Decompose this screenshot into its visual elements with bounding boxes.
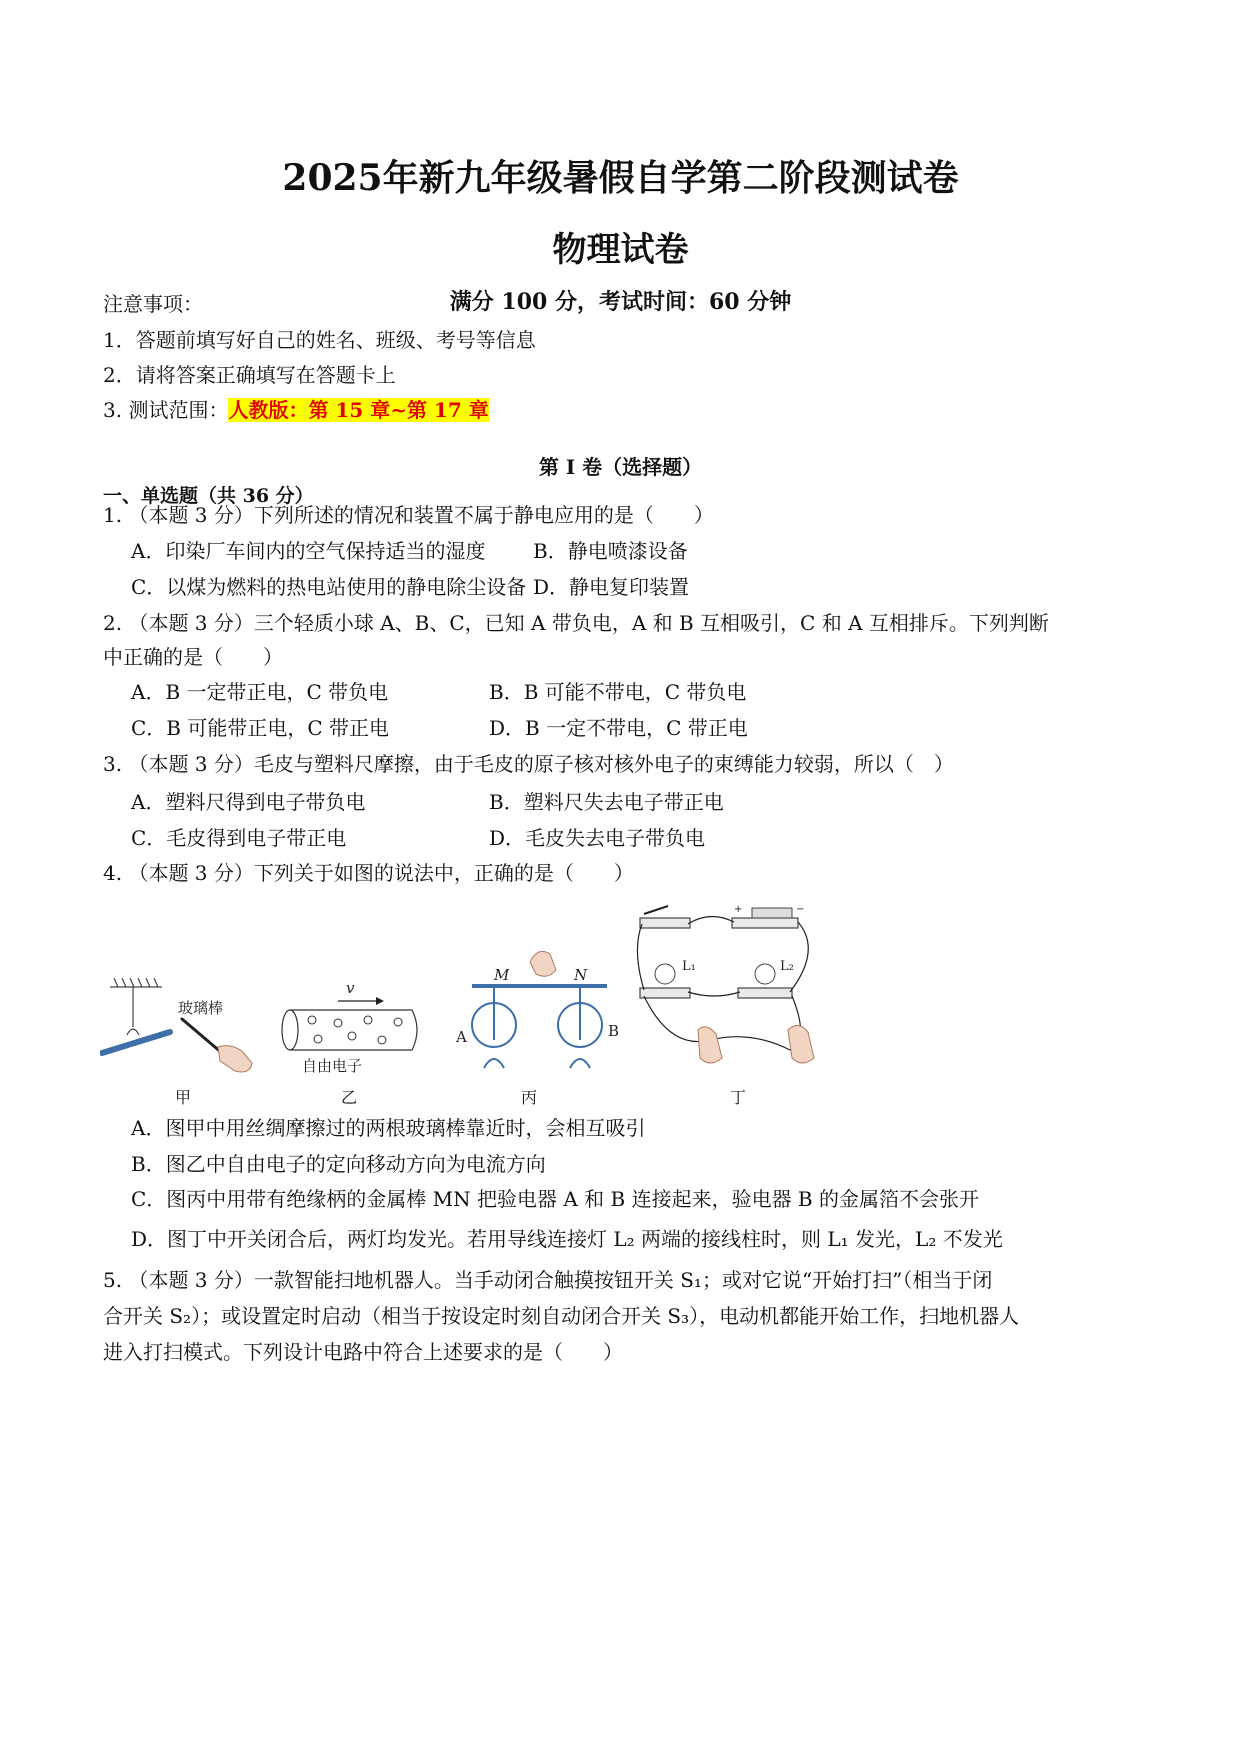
q2-stem-line2: 中正确的是（ ） (103, 645, 283, 669)
caption-yi: 乙 (341, 1088, 358, 1107)
q1-option-d: D．静电复印装置 (533, 575, 690, 599)
figure-bing (452, 940, 622, 1080)
q3-stem: 3. （本题 3 分）毛皮与塑料尺摩擦，由于毛皮的原子核对核外电子的束缚能力较弱，所以（ ） (103, 752, 954, 776)
figure-yi (280, 975, 430, 1075)
notes-heading: 注意事项： (103, 292, 203, 316)
q1-option-b: B．静电喷漆设备 (533, 539, 688, 563)
q4-option-b: B．图乙中自由电子的定向移动方向为电流方向 (131, 1152, 546, 1176)
q5-stem-line3: 进入打扫模式。下列设计电路中符合上述要求的是（ ） (103, 1340, 623, 1364)
caption-jia: 甲 (175, 1088, 192, 1107)
label-l2: L₂ (780, 959, 794, 974)
label-b: B (608, 1022, 620, 1040)
q2-option-d: D．B 一定不带电，C 带正电 (489, 716, 748, 740)
label-free-electron: 自由电子 (302, 1057, 363, 1075)
part-heading: 一、单选题（共 36 分） (103, 485, 314, 507)
q3-option-b: B．塑料尺失去电子带正电 (489, 790, 724, 814)
exam-subtitle: 物理试卷 (552, 230, 689, 270)
label-plus: + (734, 904, 743, 915)
label-velocity: v (346, 979, 355, 997)
label-minus: − (796, 904, 805, 915)
exam-title: 2025年新九年级暑假自学第二阶段测试卷 (282, 157, 959, 199)
scope-prefix: 3. 测试范围： (103, 398, 229, 422)
label-l1: L₁ (682, 959, 696, 974)
q1-stem: 1. （本题 3 分）下列所述的情况和装置不属于静电应用的是（ ） (103, 503, 714, 527)
q3-option-c: C．毛皮得到电子带正电 (131, 826, 347, 850)
q4-option-a: A．图甲中用丝绸摩擦过的两根玻璃棒靠近时，会相互吸引 (131, 1116, 646, 1140)
q4-option-d: D．图丁中开关闭合后，两灯均发光。若用导线连接灯 L₂ 两端的接线柱时，则 L₁ 发光，L₂ 不发光 (131, 1227, 1003, 1251)
q3-option-a: A．塑料尺得到电子带负电 (131, 790, 366, 814)
q4-option-c: C．图丙中用带有绝缘柄的金属棒 MN 把验电器 A 和 B 连接起来，验电器 B 的金属箔不会张开 (131, 1187, 979, 1211)
q1-option-c: C．以煤为燃料的热电站使用的静电除尘设备 (131, 575, 527, 599)
caption-bing: 丙 (521, 1088, 538, 1107)
q2-option-a: A．B 一定带正电，C 带负电 (131, 680, 389, 704)
q2-stem-line1: 2. （本题 3 分）三个轻质小球 A、B、C，已知 A 带负电，A 和 B 互相吸引，C 和 A 互相排斥。下列判断 (103, 611, 1049, 635)
q2-option-b: B．B 可能不带电，C 带负电 (489, 680, 747, 704)
q1-option-a: A．印染厂车间内的空气保持适当的湿度 (131, 539, 486, 563)
score-time: 满分 100 分，考试时间：60 分钟 (449, 289, 792, 315)
label-n: N (574, 966, 588, 984)
caption-ding: 丁 (730, 1088, 747, 1107)
label-glass-rod: 玻璃棒 (178, 999, 224, 1017)
q5-stem-line1: 5. （本题 3 分）一款智能扫地机器人。当手动闭合触摸按钮开关 S₁；或对它说“开始打扫”（相当于闭 (103, 1268, 993, 1292)
label-m: M (494, 966, 510, 984)
q3-option-d: D．毛皮失去电子带负电 (489, 826, 706, 850)
volume-heading: 第 I 卷（选择题） (538, 455, 703, 479)
note-item-3 (103, 396, 489, 424)
q5-stem-line2: 合开关 S₂）；或设置定时启动（相当于按设定时刻自动闭合开关 S₃），电动机都能开始工作，扫地机器人 (103, 1304, 1020, 1328)
figure-jia (100, 975, 265, 1085)
note-item-1: 1．答题前填写好自己的姓名、班级、考号等信息 (103, 328, 536, 352)
figure-ding (630, 900, 830, 1080)
scope-highlight: 人教版：第 15 章~第 17 章 (228, 398, 489, 422)
q4-stem: 4. （本题 3 分）下列关于如图的说法中，正确的是（ ） (103, 861, 634, 885)
q2-option-c: C．B 可能带正电，C 带正电 (131, 716, 390, 740)
label-a: A (456, 1028, 467, 1046)
note-item-2: 2．请将答案正确填写在答题卡上 (103, 363, 396, 387)
